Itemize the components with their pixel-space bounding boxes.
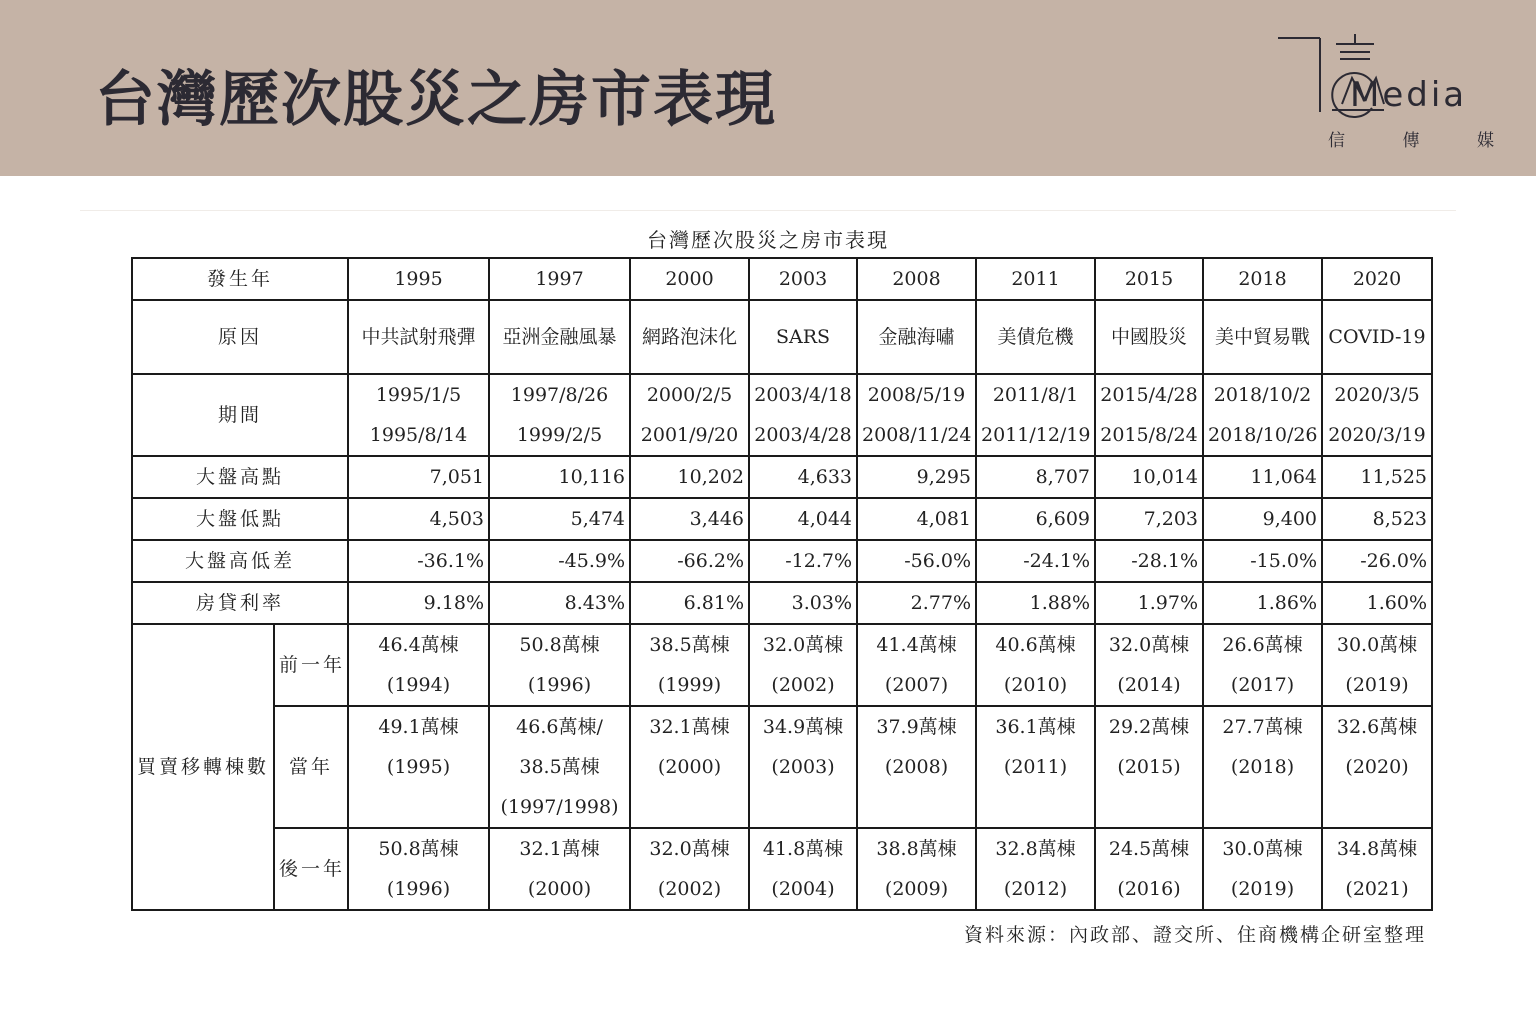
period-cell	[489, 374, 630, 456]
transfer-line: 32.1萬棟	[649, 716, 730, 738]
cause-cell: 中共試射飛彈	[348, 300, 489, 374]
transfer-line: 32.0萬棟	[649, 838, 730, 860]
transfer-cell	[348, 706, 489, 828]
index-low-cell: 4,081	[857, 498, 976, 540]
period-end: 2003/4/28	[754, 424, 852, 446]
row-label: 原因	[132, 300, 348, 374]
period-cell	[1203, 374, 1322, 456]
transfer-line: (2017)	[1230, 674, 1295, 696]
index-diff-cell: -15.0%	[1203, 540, 1322, 582]
transfer-line: (2009)	[884, 878, 949, 900]
transfer-cell	[1203, 828, 1322, 910]
transfer-line: (2021)	[1345, 878, 1409, 900]
transfer-line: 32.0萬棟	[762, 634, 844, 656]
period-start: 2003/4/18	[754, 384, 852, 406]
index-high-cell: 10,014	[1095, 456, 1203, 498]
transfer-line: (2011)	[1003, 756, 1068, 778]
transfer-line: (2002)	[657, 878, 722, 900]
mortgage-rate-cell: 3.03%	[749, 582, 857, 624]
transfer-cell	[857, 828, 976, 910]
period-start: 2000/2/5	[646, 384, 733, 406]
cause-cell: 亞洲金融風暴	[489, 300, 630, 374]
logo-char: 媒	[1477, 131, 1494, 151]
index-low-cell: 4,503	[348, 498, 489, 540]
year-cell: 2011	[976, 258, 1095, 300]
transfer-line: 46.4萬棟	[378, 634, 459, 656]
transfer-cell	[857, 624, 976, 706]
transfer-cell	[348, 624, 489, 706]
year-cell: 2003	[749, 258, 857, 300]
period-cell	[348, 374, 489, 456]
transfer-line: 24.5萬棟	[1108, 838, 1190, 860]
transfer-line: (2000)	[657, 756, 722, 778]
row-period	[132, 374, 1432, 456]
year-cell: 2020	[1322, 258, 1432, 300]
index-high-cell: 10,116	[489, 456, 630, 498]
row-year	[132, 258, 1432, 300]
year-cell: 2015	[1095, 258, 1203, 300]
transfer-line: (2010)	[1003, 674, 1068, 696]
mortgage-rate-cell: 1.86%	[1203, 582, 1322, 624]
row-transfer-prev	[132, 624, 1432, 706]
transfer-line: 40.6萬棟	[995, 634, 1076, 656]
transfer-line: (2012)	[1003, 878, 1068, 900]
transfer-line: 27.7萬棟	[1222, 716, 1303, 738]
transfer-line: 50.8萬棟	[519, 634, 600, 656]
index-low-cell: 9,400	[1203, 498, 1322, 540]
transfer-cell	[348, 828, 489, 910]
year-cell: 2018	[1203, 258, 1322, 300]
transfer-cell	[630, 828, 749, 910]
period-end: 2015/8/24	[1100, 424, 1198, 446]
row-label: 期間	[132, 374, 348, 456]
row-mortgage-rate	[132, 582, 1432, 624]
transfer-line: 36.1萬棟	[995, 716, 1076, 738]
period-end: 1995/8/14	[369, 424, 468, 446]
market-crash-table	[131, 257, 1433, 911]
transfer-cell	[749, 706, 857, 828]
transfer-line: (1996)	[527, 674, 592, 696]
index-high-cell: 11,525	[1322, 456, 1432, 498]
period-cell	[749, 374, 857, 456]
period-start: 2015/4/28	[1100, 384, 1198, 406]
transfer-line: (2018)	[1230, 756, 1295, 778]
index-diff-cell: -56.0%	[857, 540, 976, 582]
transfer-line: 46.6萬棟/	[516, 716, 603, 738]
mortgage-rate-cell: 8.43%	[489, 582, 630, 624]
row-transfer-curr	[132, 706, 1432, 828]
header-band	[0, 0, 1536, 176]
period-cell	[1322, 374, 1432, 456]
transfer-line: 49.1萬棟	[378, 716, 459, 738]
row-transfer-next	[132, 828, 1432, 910]
transfer-line: (2020)	[1345, 756, 1409, 778]
mortgage-rate-cell: 1.60%	[1322, 582, 1432, 624]
transfer-cell	[489, 828, 630, 910]
period-start: 2008/5/19	[867, 384, 966, 406]
media-logo	[1272, 30, 1512, 155]
transfer-line: (2007)	[884, 674, 949, 696]
transfer-cell	[1322, 706, 1432, 828]
period-cell	[976, 374, 1095, 456]
transfer-cell	[630, 706, 749, 828]
index-diff-cell: -66.2%	[630, 540, 749, 582]
transfer-line: 29.2萬棟	[1108, 716, 1190, 738]
mortgage-rate-cell: 1.88%	[976, 582, 1095, 624]
transfer-line: 34.9萬棟	[762, 716, 844, 738]
row-label: 發生年	[132, 258, 348, 300]
transfer-line: 32.8萬棟	[995, 838, 1076, 860]
period-start: 2018/10/2	[1213, 384, 1312, 406]
transfer-cell	[1095, 828, 1203, 910]
transfer-line: 38.5萬棟	[649, 634, 730, 656]
source-note: 資料來源：內政部、證交所、住商機構企研室整理	[963, 924, 1426, 946]
sub-label: 當年	[274, 706, 348, 828]
period-cell	[630, 374, 749, 456]
transfer-cell	[489, 624, 630, 706]
mortgage-rate-cell: 9.18%	[348, 582, 489, 624]
transfer-line: 34.8萬棟	[1336, 838, 1418, 860]
index-low-cell: 7,203	[1095, 498, 1203, 540]
transfer-cell	[976, 706, 1095, 828]
period-end: 2020/3/19	[1328, 424, 1426, 446]
transfer-line: (1999)	[657, 674, 722, 696]
year-cell: 2000	[630, 258, 749, 300]
transfer-line: 30.0萬棟	[1222, 838, 1303, 860]
divider	[80, 210, 1456, 211]
period-end: 2018/10/26	[1208, 424, 1318, 446]
logo-char: 信	[1328, 131, 1345, 151]
period-end: 2008/11/24	[862, 424, 972, 446]
logo-text: Media	[1350, 75, 1468, 115]
transfer-line: (2019)	[1230, 878, 1295, 900]
table-body	[132, 258, 1432, 910]
transfer-cell	[630, 624, 749, 706]
row-label: 大盤低點	[132, 498, 348, 540]
transfer-cell	[1203, 706, 1322, 828]
index-high-cell: 8,707	[976, 456, 1095, 498]
year-cell: 2008	[857, 258, 976, 300]
row-label: 大盤高低差	[132, 540, 348, 582]
logo-char: 傳	[1402, 131, 1420, 151]
index-low-cell: 8,523	[1322, 498, 1432, 540]
index-high-cell: 7,051	[348, 456, 489, 498]
index-diff-cell: -36.1%	[348, 540, 489, 582]
transfer-line: 30.0萬棟	[1336, 634, 1418, 656]
row-index-high	[132, 456, 1432, 498]
row-label: 大盤高點	[132, 456, 348, 498]
row-label: 房貸利率	[132, 582, 348, 624]
cause-cell: 中國股災	[1095, 300, 1203, 374]
transfer-cell	[1095, 624, 1203, 706]
row-cause	[132, 300, 1432, 374]
transfer-line: (2014)	[1117, 674, 1181, 696]
table-caption: 台灣歷次股災之房市表現	[647, 228, 889, 252]
transfer-line: 38.5萬棟	[519, 756, 600, 778]
transfer-cell	[489, 706, 630, 828]
mortgage-rate-cell: 6.81%	[630, 582, 749, 624]
period-cell	[857, 374, 976, 456]
index-diff-cell: -28.1%	[1095, 540, 1203, 582]
index-diff-cell: -45.9%	[489, 540, 630, 582]
transfer-line: (1997/1998)	[500, 796, 619, 818]
period-cell	[1095, 374, 1203, 456]
transfer-line: 26.6萬棟	[1222, 634, 1303, 656]
index-diff-cell: -24.1%	[976, 540, 1095, 582]
cause-cell: SARS	[749, 300, 857, 374]
index-high-cell: 4,633	[749, 456, 857, 498]
transfer-cell	[1322, 828, 1432, 910]
transfer-line: (1996)	[386, 878, 451, 900]
index-low-cell: 6,609	[976, 498, 1095, 540]
index-low-cell: 5,474	[489, 498, 630, 540]
index-diff-cell: -26.0%	[1322, 540, 1432, 582]
transfer-line: 50.8萬棟	[378, 838, 459, 860]
transfer-cell	[749, 828, 857, 910]
transfer-line: (2016)	[1117, 878, 1181, 900]
cause-cell: COVID-19	[1322, 300, 1432, 374]
transfer-line: 41.8萬棟	[762, 838, 844, 860]
transfer-line: (2019)	[1345, 674, 1409, 696]
transfer-line: (2003)	[771, 756, 835, 778]
cause-cell: 美中貿易戰	[1203, 300, 1322, 374]
period-start: 1997/8/26	[510, 384, 609, 406]
transfer-line: (2000)	[527, 878, 592, 900]
transfer-line: (2002)	[771, 674, 835, 696]
row-label: 買賣移轉棟數	[132, 624, 274, 910]
transfer-line: 38.8萬棟	[876, 838, 957, 860]
period-start: 1995/1/5	[375, 384, 462, 406]
transfer-line: (2008)	[884, 756, 949, 778]
index-high-cell: 10,202	[630, 456, 749, 498]
index-diff-cell: -12.7%	[749, 540, 857, 582]
transfer-cell	[976, 828, 1095, 910]
transfer-cell	[1322, 624, 1432, 706]
transfer-cell	[1203, 624, 1322, 706]
sub-label: 後一年	[274, 828, 348, 910]
year-cell: 1997	[489, 258, 630, 300]
cause-cell: 美債危機	[976, 300, 1095, 374]
transfer-cell	[976, 624, 1095, 706]
row-index-diff	[132, 540, 1432, 582]
index-high-cell: 9,295	[857, 456, 976, 498]
period-end: 2001/9/20	[640, 424, 739, 446]
sub-label: 前一年	[274, 624, 348, 706]
transfer-line: (2004)	[771, 878, 835, 900]
transfer-line: 37.9萬棟	[876, 716, 957, 738]
transfer-line: 32.0萬棟	[1108, 634, 1190, 656]
period-end: 1999/2/5	[516, 424, 603, 446]
transfer-line: 32.6萬棟	[1336, 716, 1418, 738]
row-index-low	[132, 498, 1432, 540]
page-title: 台灣歷次股災之房市表現	[95, 65, 777, 135]
mortgage-rate-cell: 2.77%	[857, 582, 976, 624]
period-start: 2020/3/5	[1334, 384, 1420, 406]
transfer-line: 41.4萬棟	[876, 634, 957, 656]
period-start: 2011/8/1	[992, 384, 1079, 406]
logo-chinese	[1328, 126, 1494, 151]
mortgage-rate-cell: 1.97%	[1095, 582, 1203, 624]
period-end: 2011/12/19	[981, 424, 1091, 446]
index-low-cell: 4,044	[749, 498, 857, 540]
transfer-line: 32.1萬棟	[519, 838, 600, 860]
transfer-cell	[749, 624, 857, 706]
cause-cell: 網路泡沫化	[630, 300, 749, 374]
transfer-line: (1994)	[386, 674, 451, 696]
transfer-cell	[1095, 706, 1203, 828]
transfer-line: (2015)	[1117, 756, 1181, 778]
index-high-cell: 11,064	[1203, 456, 1322, 498]
transfer-line: (1995)	[386, 756, 451, 778]
transfer-cell	[857, 706, 976, 828]
cause-cell: 金融海嘯	[857, 300, 976, 374]
year-cell: 1995	[348, 258, 489, 300]
index-low-cell: 3,446	[630, 498, 749, 540]
